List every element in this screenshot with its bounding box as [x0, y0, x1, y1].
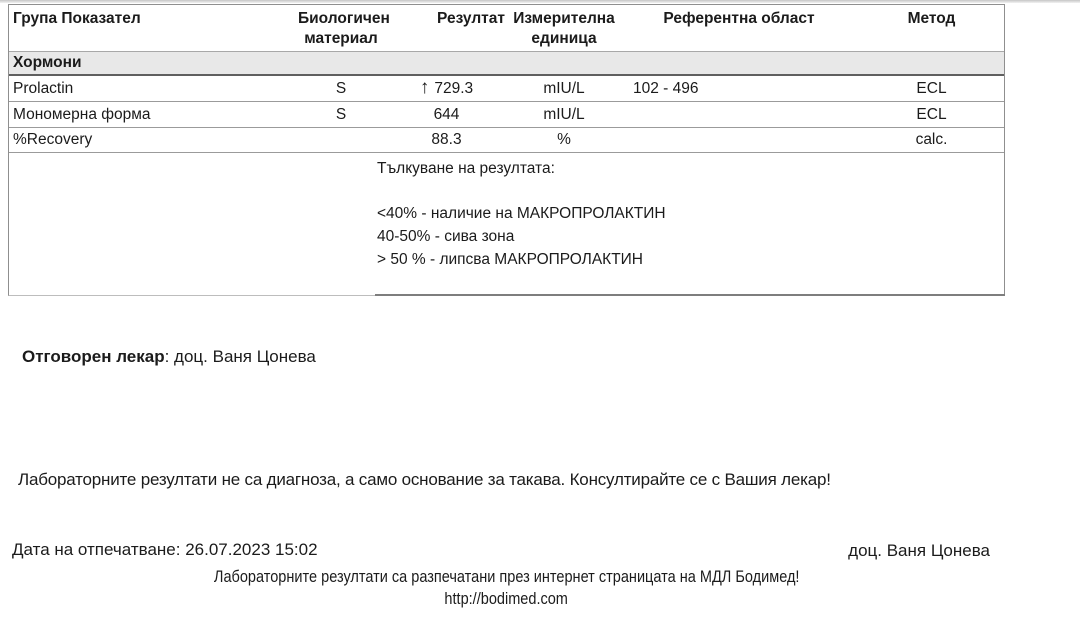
website-url[interactable]: http://bodimed.com: [444, 590, 569, 608]
table-header-row: [9, 5, 1004, 52]
print-date: Дата на отпечатване: 26.07.2023 15:02: [12, 540, 318, 559]
responsible-doctor-name: : доц. Ваня Цонева: [164, 347, 316, 366]
header-reference-range: Референтна област: [663, 10, 815, 27]
doctor-signature: доц. Ваня Цонева: [848, 541, 990, 560]
test-name: %Recovery: [13, 131, 93, 148]
test-name: Prolactin: [13, 79, 74, 97]
unit-value: %: [557, 131, 571, 148]
method-value: ECL: [916, 105, 947, 123]
footer-note-text: Лабораторните резултати са разпечатани през интернет страницата на МДЛ Бодимед!: [213, 568, 800, 586]
interpretation-line: > 50 % - липсва МАКРОПРОЛАКТИН: [377, 251, 643, 268]
interpretation-spacer: [9, 153, 377, 295]
method-value: ECL: [916, 79, 947, 97]
method-value: calc.: [915, 131, 948, 148]
header-method: Метод: [907, 10, 956, 27]
interpretation-cell: [377, 153, 1004, 295]
interpretation-line: 40-50% - сива зона: [377, 228, 515, 245]
footer-note-line: [8, 568, 1005, 587]
table-row-prolactin: [9, 76, 1004, 102]
table-row-monomeric-form: [9, 102, 1004, 128]
unit-value: mIU/L: [543, 79, 585, 97]
high-value-arrow-icon: ↑: [419, 77, 430, 98]
result-cell: [384, 106, 509, 124]
page-top-divider: [0, 0, 1080, 3]
disclaimer-text: Лабораторните резултати не са диагноза, а само основание за такава. Консултирайте се с Вашия лекар!: [18, 470, 831, 489]
result-cell: [384, 79, 509, 98]
header-result: Резултат: [437, 10, 505, 27]
header-biological-material: Биологичен материал: [298, 10, 390, 47]
table-row-recovery: [9, 128, 1004, 153]
interpretation-title: Тълкуване на резултата:: [377, 160, 555, 177]
section-row-hormones: [9, 52, 1004, 76]
responsible-doctor-label: Отговорен лекар: [22, 347, 165, 366]
unit-value: mIU/L: [543, 105, 585, 123]
section-title: Хормони: [13, 54, 82, 71]
results-table: [8, 4, 1005, 296]
responsible-doctor-line: [22, 347, 316, 367]
table-bottom-divider: [375, 294, 1005, 296]
interpretation-line: <40% - наличие на МАКРОПРОЛАКТИН: [377, 205, 666, 222]
material-value: S: [335, 79, 347, 97]
header-measurement-unit: Измерителна единица: [513, 10, 615, 47]
footer-url-line: [8, 590, 1005, 609]
result-value: 88.3: [431, 131, 462, 148]
test-name: Мономерна форма: [13, 105, 151, 123]
result-value: 644: [433, 105, 460, 123]
result-value: 729.3: [434, 79, 474, 97]
reference-value: 102 - 496: [633, 79, 699, 97]
header-group-indicator: Група Показател: [13, 10, 141, 27]
result-cell: [384, 131, 509, 149]
interpretation-row: [9, 153, 1004, 295]
material-value: S: [335, 105, 347, 123]
interpretation-gap: [377, 180, 1004, 202]
